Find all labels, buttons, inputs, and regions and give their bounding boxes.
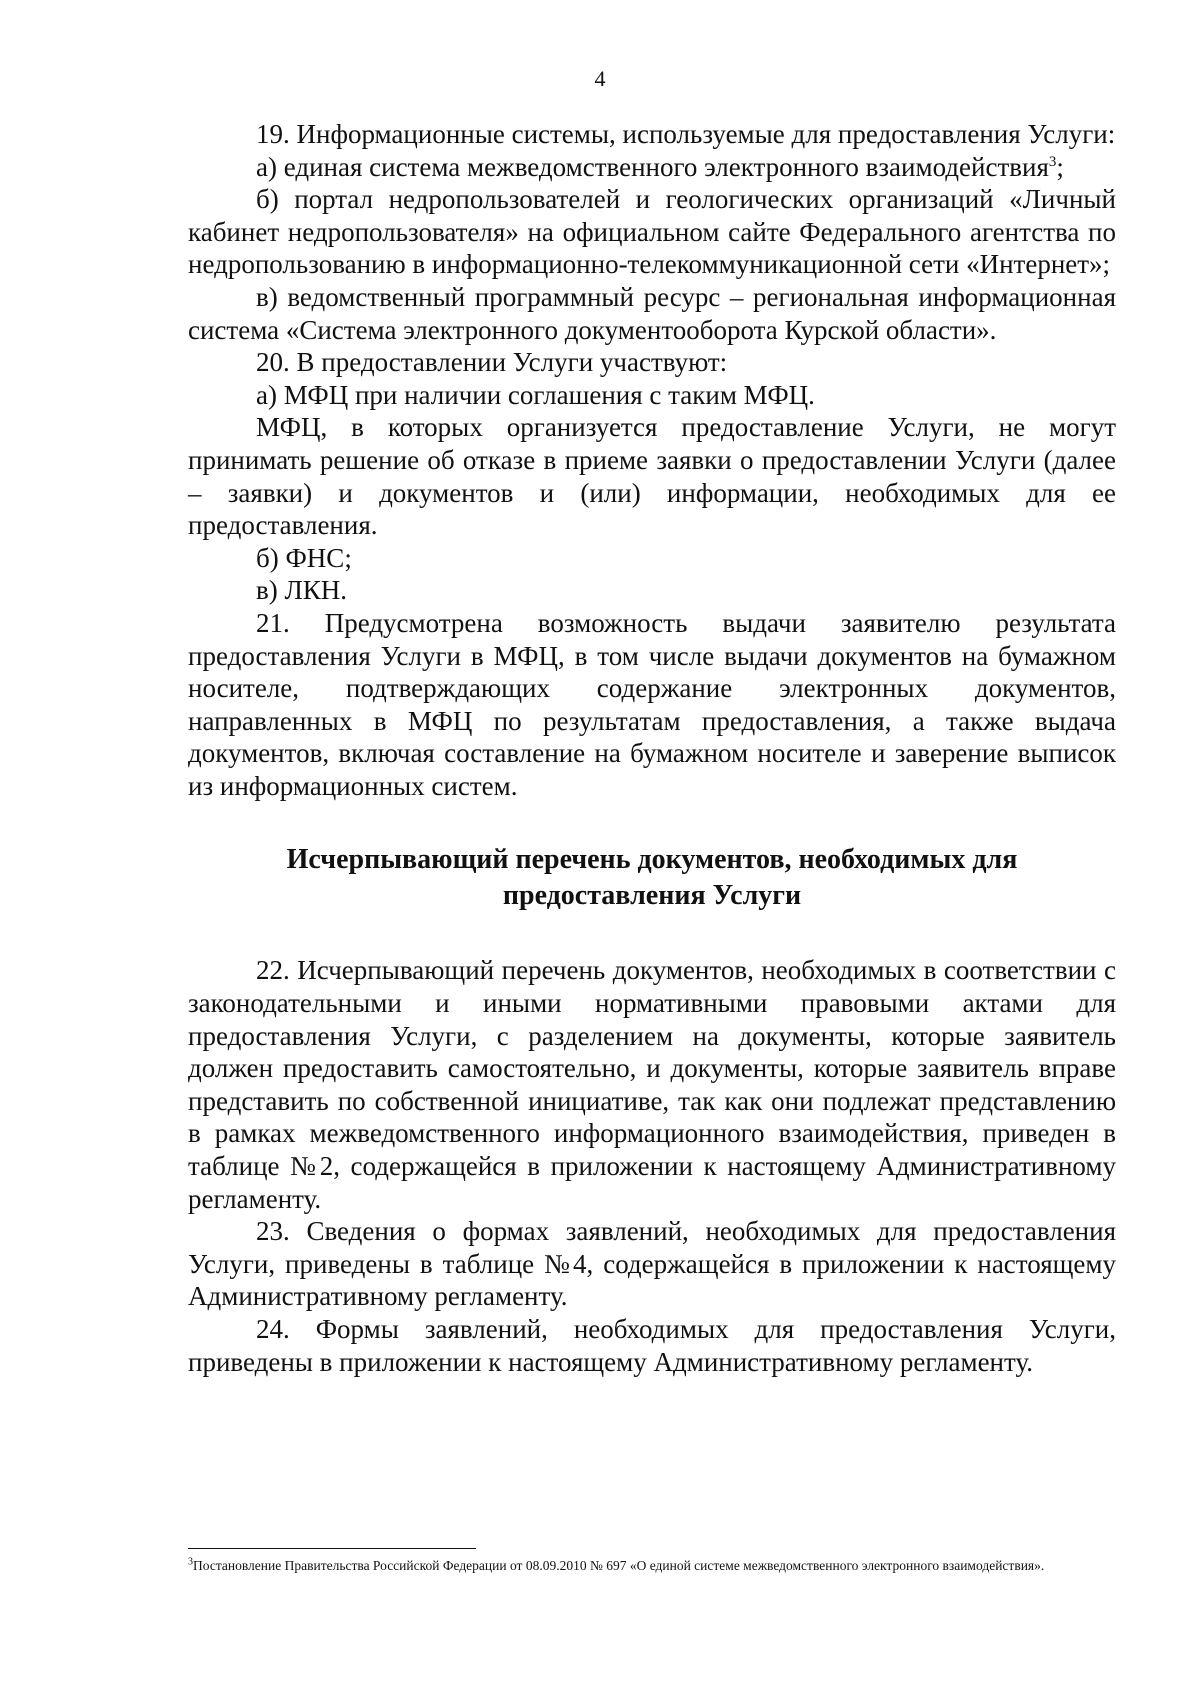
paragraph-20b: б) ФНС; [256,542,352,573]
footnote-text: Постановление Правительства Российской Федерации от 08.09.2010 № 697 «О единой системе межведомственного электронного взаимодействия». [193,1558,1045,1573]
document-body [188,118,1116,1378]
paragraph-21: 21. Предусмотрена возможность выдачи заявителю результата предоставления Услуги в МФЦ, в том числе выдачи документов на бумажном носителе, подтверждающих содержание электронных документов, направленных в МФЦ по результатам предоставления, а также выдача документов, включая составление на бумажном носителе и заверение выписок из информационных систем. [188,607,1116,801]
footnote-marker: 3 [188,1556,193,1568]
paragraph-20: 20. В предоставлении Услуги участвуют: [256,347,728,378]
paragraph-mfc: МФЦ, в которых организуется предоставление Услуги, не могут принимать решение об отказе в приеме заявки о предоставлении Услуги (далее – заявки) и документов и (или) информации, необходимых для ее предоставления. [188,412,1116,541]
paragraph-20a: а) МФЦ при наличии соглашения с таким МФЦ. [256,379,815,410]
paragraph-19a-text: а) единая система межведомственного электронного взаимодействия [256,151,1049,182]
paragraph-19a-suffix: ; [1056,151,1064,182]
paragraph-19v: в) ведомственный программный ресурс – региональная информационная система «Система электронного документооборота Курской области». [188,281,1116,345]
section-heading [188,842,1116,914]
section-heading-line1: Исчерпывающий перечень документов, необходимых для [286,844,1018,876]
paragraph-23: 23. Сведения о формах заявлений, необходимых для предоставления Услуги, приведены в таблице №4, содержащейся в приложении к настоящему Административному регламенту. [188,1216,1116,1312]
section-heading-line2: предоставления Услуги [502,880,802,912]
paragraph-19: 19. Информационные системы, используемые для предоставления Услуги: [256,119,1116,149]
paragraph-19a [188,151,1116,184]
page-number: 4 [594,66,606,91]
footnote [188,1556,1138,1575]
paragraph-20v: в) ЛКН. [256,575,348,606]
footnote-reference[interactable]: 3 [1048,153,1057,170]
footnote-separator [188,1548,476,1549]
paragraph-22: 22. Исчерпывающий перечень документов, необходимых в соответствии с законодательными и иными нормативными правовыми актами для предоставления Услуги, с разделением на документы, которые заявитель должен предоставить самостоятельно, и документы, которые заявитель вправе представить по собственной инициативе, так как они подлежат представлению в рамках межведомственного информационного взаимодействия, приведен в таблице №2, содержащейся в приложении к настоящему Административному регламенту. [188,955,1116,1214]
paragraph-19b: б) портал недропользователей и геологических организаций «Личный кабинет недропользователя» на официальном сайте Федерального агентства по недропользованию в информационно-телекоммуникационной сети «Интернет»; [188,184,1116,280]
paragraph-24: 24. Формы заявлений, необходимых для предоставления Услуги, приведены в приложении к настоящему Административному регламенту. [188,1314,1116,1377]
